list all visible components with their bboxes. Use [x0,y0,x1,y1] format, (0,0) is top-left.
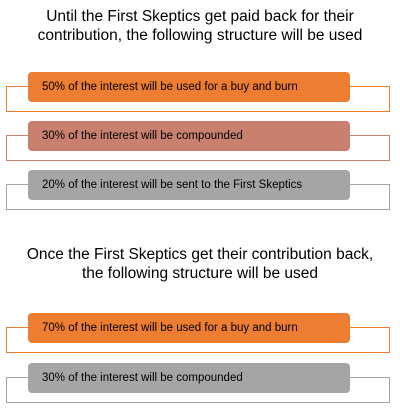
section-2-row-2 [6,363,392,403]
interest-bar [28,313,350,343]
interest-bar-label: 30% of the interest will be compounded [42,130,243,142]
interest-bar-label: 50% of the interest will be used for a buy and burn [42,81,298,93]
section-1-row-3 [6,170,392,210]
section-1-row-2 [6,121,392,161]
interest-bar-label: 20% of the interest will be sent to the First Skeptics [42,179,303,191]
interest-bar [28,170,350,200]
interest-bar-label: 70% of the interest will be used for a buy and burn [42,322,298,334]
interest-bar [28,363,350,393]
interest-bar-label: 30% of the interest will be compounded [42,372,243,384]
interest-bar [28,72,350,102]
section-1-heading: Until the First Skeptics get paid back for their contribution, the following structure will be used [37,8,363,44]
interest-bar [28,121,350,151]
section-2-row-1 [6,313,392,353]
section-1-row-1 [6,72,392,112]
section-2-heading: Once the First Skeptics get their contribution back, the following structure will be used [26,246,374,282]
